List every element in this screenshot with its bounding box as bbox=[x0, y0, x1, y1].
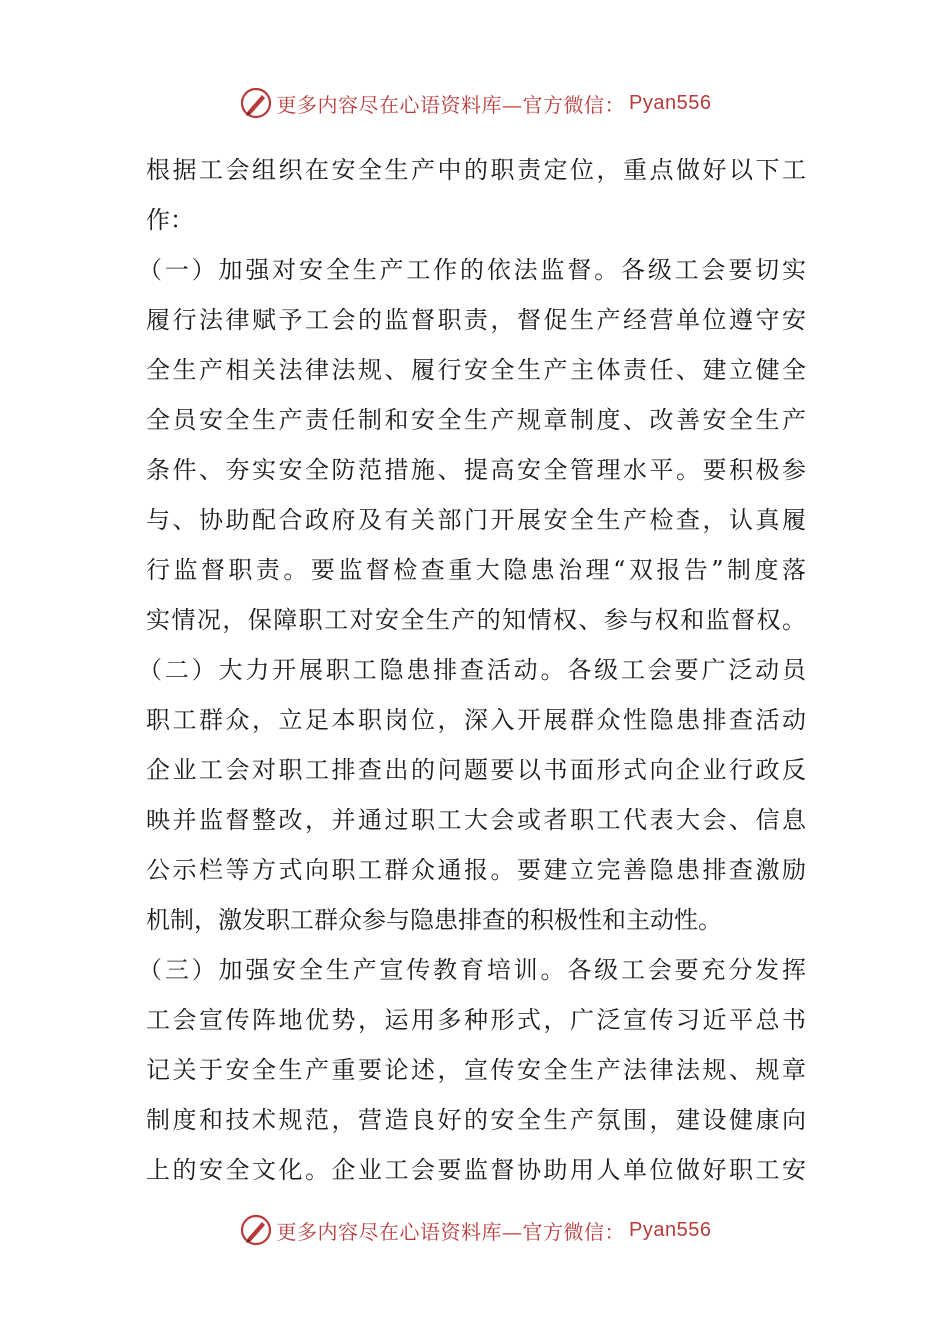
text-line: 与、协助配合政府及有关部门开展安全生产检查，认真履 bbox=[146, 506, 806, 534]
text-line: 制度和技术规范，营造良好的安全生产氛围，建设健康向 bbox=[146, 1106, 806, 1134]
pen-logo-icon bbox=[239, 86, 273, 120]
watermark-text: 更多内容尽在心语资料库—官方微信： bbox=[276, 92, 626, 117]
text-line: 映并监督整改，并通过职工大会或者职工代表大会、信息 bbox=[146, 806, 806, 834]
watermark-text: 更多内容尽在心语资料库—官方微信： bbox=[276, 1219, 626, 1244]
text-line: 条件、夯实安全防范措施、提高安全管理水平。要积极参 bbox=[146, 456, 806, 484]
text-line: 职工群众，立足本职岗位，深入开展群众性隐患排查活动 bbox=[146, 706, 806, 734]
text-line: （一）加强对安全生产工作的依法监督。各级工会要切实 bbox=[138, 256, 806, 284]
text-line: 全生产相关法律法规、履行安全生产主体责任、建立健全 bbox=[146, 356, 806, 384]
watermark-banner-top bbox=[0, 83, 950, 123]
text-line: （三）加强安全生产宣传教育培训。各级工会要充分发挥 bbox=[138, 956, 806, 984]
watermark-banner-bottom bbox=[0, 1210, 950, 1250]
watermark-id: Pyan556 bbox=[629, 1218, 712, 1241]
text-line: 企业工会对职工排查出的问题要以书面形式向企业行政反 bbox=[146, 756, 806, 784]
text-line: 全员安全生产责任制和安全生产规章制度、改善安全生产 bbox=[146, 406, 806, 434]
text-line: 公示栏等方式向职工群众通报。要建立完善隐患排查激励 bbox=[146, 856, 806, 884]
text-line: 根据工会组织在安全生产中的职责定位，重点做好以下工 bbox=[146, 156, 806, 184]
text-line: 履行法律赋予工会的监督职责，督促生产经营单位遵守安 bbox=[146, 306, 806, 334]
text-line: 机制，激发职工群众参与隐患排查的积极性和主动性。 bbox=[146, 906, 722, 934]
text-line: 实情况，保障职工对安全生产的知情权、参与权和监督权。 bbox=[146, 606, 806, 634]
document-body bbox=[138, 145, 806, 1195]
text-line: 作： bbox=[146, 206, 194, 234]
text-line: 行监督职责。要监督检查重大隐患治理“双报告”制度落 bbox=[146, 556, 806, 584]
text-line: 上的安全文化。企业工会要监督协助用人单位做好职工安 bbox=[146, 1156, 806, 1184]
pen-logo-icon bbox=[239, 1213, 273, 1247]
watermark-id: Pyan556 bbox=[629, 91, 712, 114]
text-line: （二）大力开展职工隐患排查活动。各级工会要广泛动员 bbox=[138, 656, 806, 684]
text-line: 记关于安全生产重要论述，宣传安全生产法律法规、规章 bbox=[146, 1056, 806, 1084]
text-line: 工会宣传阵地优势，运用多种形式，广泛宣传习近平总书 bbox=[146, 1006, 806, 1034]
